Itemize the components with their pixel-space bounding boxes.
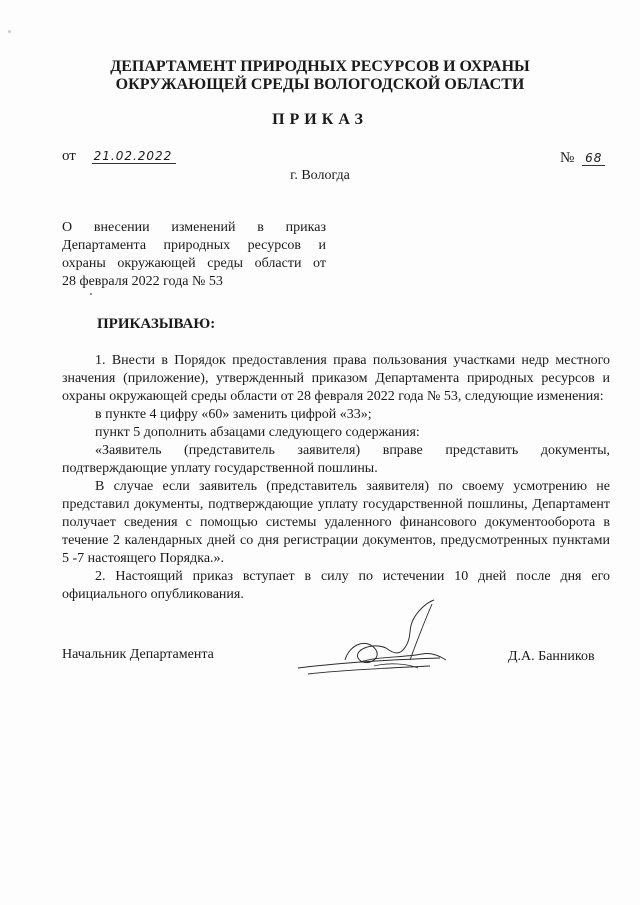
signature-image [290,598,460,690]
order-subject [62,219,326,291]
signatory-name: Д.А. Банников [508,649,595,664]
signatory-position: Начальник Департамента [62,647,214,662]
number-value: 68 [582,151,605,166]
subject-line: О внесении изменений в приказ [62,220,326,235]
city: г. Вологда [290,168,350,183]
subject-line: 28 февраля 2022 года № 53 [62,274,223,289]
body-paragraph: «Заявитель (представитель заявителя) вправе представить документы, подтверждающие уплату государственной пошлины. [62,443,610,476]
subject-line: охраны окружающей среды области от [62,256,326,271]
body-paragraph: пункт 5 дополнить абзацами следующего содержания: [95,425,420,440]
scan-dot [90,293,92,295]
body-paragraph: 1. Внести в Порядок предоставления права пользования участками недр местного значения (приложение), утвержденный приказом Департамента природных ресурсов и охраны окружающей среды области от 28 февраля 2022 года № 53, следующие изменения: [62,353,610,404]
body-paragraph: в пункте 4 цифру «60» заменить цифрой «33»; [95,407,372,422]
order-number [560,150,605,167]
body-paragraph: 2. Настоящий приказ вступает в силу по истечении 10 дней после дня его официального опубликования. [62,569,610,602]
order-date [62,148,176,165]
date-value: 21.02.2022 [92,149,177,164]
header-line-1: ДЕПАРТАМЕНТ ПРИРОДНЫХ РЕСУРСОВ И ОХРАНЫ [110,58,530,75]
subject-line: Департамента природных ресурсов и [62,238,326,253]
order-title: ПРИКАЗ [272,111,368,128]
header-line-2: ОКРУЖАЮЩЕЙ СРЕДЫ ВОЛОГОДСКОЙ ОБЛАСТИ [115,76,525,93]
body-paragraph: В случае если заявитель (представитель заявителя) по своему усмотрению не представил документы, подтверждающие уплату государственной пошлины, Департамент получает сведения с помощью системы удаленного финансового документооборота в течение 2 календарных дней со дня регистрации документов, предусмотренных пунктами 5 -7 настоящего Порядка.». [62,479,610,566]
date-prefix: от [62,148,76,164]
order-body [62,352,610,604]
number-prefix: № [560,150,575,166]
scan-mark [8,30,11,33]
decree-heading: ПРИКАЗЫВАЮ: [97,316,216,332]
organization-header [0,58,640,94]
